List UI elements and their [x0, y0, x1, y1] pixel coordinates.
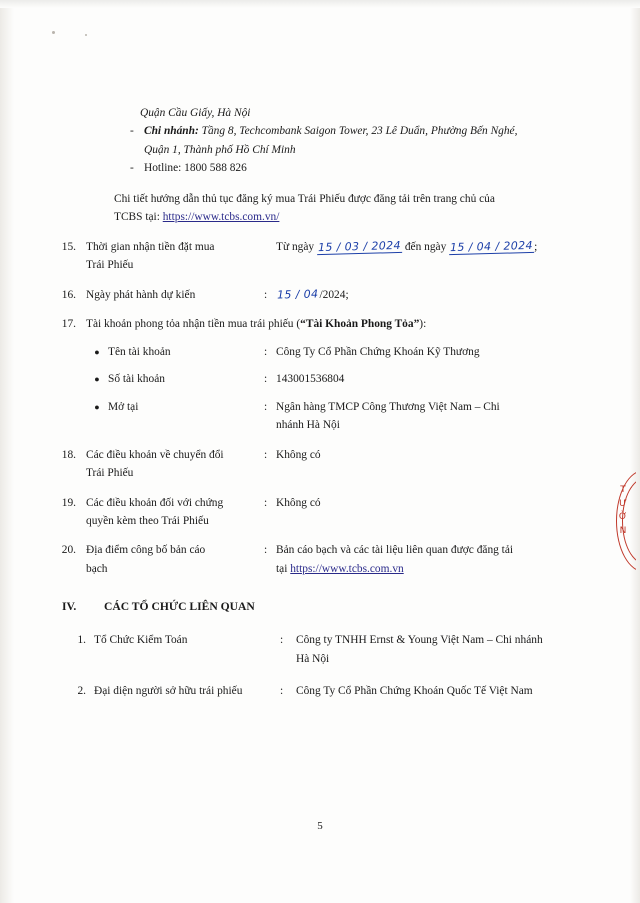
scan-edge-top: [0, 0, 640, 8]
sub-item-1-number: 1.: [77, 634, 86, 647]
item-19-colon: :: [264, 496, 268, 509]
intro-line-1: Chi tiết hướng dẫn thủ tục đăng ký mua Trái Phiếu được đăng tải trên trang chủ của: [114, 192, 495, 205]
item-15-label-line-2: Trái Phiếu: [86, 259, 134, 272]
account-number-label: Số tài khoản: [108, 373, 165, 386]
address-line: Quận Cầu Giấy, Hà Nội: [140, 107, 251, 119]
branch-label: Chi nhánh:: [144, 125, 199, 138]
account-name-row: [86, 343, 592, 361]
branch-address-line-1: Tầng 8, Techcombank Saigon Tower, 23 Lê Duẩn, Phường Bến Nghé,: [198, 125, 518, 138]
hotline-text: Hotline: 1800 588 826: [144, 162, 247, 175]
seal-letter: Ờ: [618, 512, 628, 522]
item-18: [52, 446, 592, 483]
item-17-prefix: Tài khoản phong tỏa nhận tiền mua trái phiếu (: [86, 318, 301, 331]
account-name-label: Tên tài khoản: [108, 345, 171, 358]
page-number: 5: [317, 820, 323, 832]
account-bank-label: Mở tại: [108, 400, 139, 413]
item-15-from-label: Từ ngày: [276, 240, 315, 253]
account-bank-colon: :: [264, 400, 268, 413]
item-19-label: [86, 494, 264, 531]
seal-letter: T: [620, 485, 626, 495]
item-20-value-line-2-prefix: tại: [276, 562, 291, 575]
prospectus-link[interactable]: https://www.tcbs.com.vn: [290, 562, 404, 575]
item-15-to-label: đến ngày: [404, 240, 447, 253]
item-17-suffix: ):: [419, 318, 427, 331]
item-19: [52, 494, 592, 531]
item-15-label: [86, 238, 264, 275]
item-15-value: [276, 238, 592, 275]
account-name-value: Công Ty Cổ Phần Chứng Khoán Kỹ Thương: [276, 345, 480, 358]
item-18-value: Không có: [276, 448, 321, 461]
tcbs-website-link[interactable]: https://www.tcbs.com.vn/: [162, 211, 280, 224]
sub-item-2: [66, 682, 592, 700]
dash-marker: -: [130, 162, 134, 175]
account-bank-value-line-2: nhánh Hà Nội: [276, 419, 340, 432]
item-16-colon: :: [264, 288, 268, 301]
item-20-label-line-2: bạch: [86, 562, 108, 575]
sub-item-2-label: Đại diện người sở hữu trái phiếu: [94, 685, 243, 698]
bullet-icon: ●: [94, 401, 100, 412]
item-18-label-line-1: Các điều khoản về chuyển đổi: [86, 448, 224, 461]
item-17-text: [86, 315, 592, 333]
intro-line-2: [114, 208, 592, 226]
branch-text: [144, 122, 592, 159]
item-15-suffix: ;: [534, 240, 538, 253]
item-16-number: 16.: [61, 288, 76, 301]
item-16-label: Ngày phát hành dự kiến: [86, 288, 196, 301]
branch-address-line-2: Quận 1, Thành phố Hồ Chí Minh: [144, 143, 296, 156]
item-15-colon: [264, 238, 276, 275]
scan-speck: [52, 31, 55, 34]
sub-item-2-number: 2.: [77, 685, 86, 698]
section-heading-iv: [56, 598, 592, 617]
intro-paragraph: [114, 190, 592, 227]
item-18-label: [86, 446, 264, 483]
item-18-label-line-2: Trái Phiếu: [86, 467, 134, 480]
handwritten-issue-date: 15 / 04: [276, 287, 319, 302]
bullet-icon: ●: [94, 346, 100, 357]
scan-edge-left: [0, 0, 14, 903]
account-bank-row: [86, 398, 592, 435]
sub-item-1-value-line-1: Công ty TNHH Ernst & Young Việt Nam – Chi nhánh: [296, 634, 543, 647]
item-17-number: 17.: [61, 318, 76, 331]
scan-edge-right: [630, 0, 640, 903]
account-bank-value: [276, 398, 592, 435]
account-name-colon: :: [264, 345, 268, 358]
account-bank-value-line-1: Ngân hàng TMCP Công Thương Việt Nam – Chi: [276, 400, 500, 413]
sub-item-1-value-line-2: Hà Nội: [296, 652, 330, 665]
item-20: [52, 541, 592, 578]
item-15-label-line-1: Thời gian nhận tiền đặt mua: [86, 240, 215, 253]
account-number-value: 143001536804: [276, 373, 345, 386]
red-seal-stamp: [610, 470, 636, 570]
sub-item-1-value: [296, 631, 592, 668]
handwritten-start-date: 15 / 03 / 2024: [317, 238, 402, 254]
item-16-suffix: /2024;: [319, 288, 349, 301]
account-number-row: [86, 370, 592, 388]
section-number: IV.: [62, 600, 77, 614]
item-17: [52, 315, 592, 333]
branch-entry: [130, 122, 592, 159]
sub-item-1-label: Tổ Chức Kiểm Toán: [94, 634, 188, 647]
item-19-value: Không có: [276, 496, 321, 509]
item-19-label-line-1: Các điều khoản đối với chứng: [86, 496, 224, 509]
item-16: [52, 286, 592, 304]
sub-item-1: [66, 631, 592, 668]
bullet-icon: ●: [94, 374, 100, 385]
item-20-number: 20.: [61, 544, 76, 557]
sub-item-1-colon: :: [280, 634, 284, 647]
sub-item-2-value: Công Ty Cổ Phần Chứng Khoán Quốc Tế Việt Nam: [296, 685, 533, 698]
seal-letter: Ư: [619, 498, 627, 509]
item-18-colon: :: [264, 448, 268, 461]
item-20-label: [86, 541, 264, 578]
seal-letter: N: [619, 525, 627, 536]
item-20-value: [276, 541, 592, 578]
item-20-value-line-1: Bản cáo bạch và các tài liệu liên quan được đăng tải: [276, 544, 514, 557]
item-15-number: 15.: [61, 240, 76, 253]
dash-marker: -: [130, 125, 134, 138]
item-20-colon: :: [264, 544, 268, 557]
item-18-number: 18.: [61, 448, 76, 461]
account-number-colon: :: [264, 373, 268, 386]
item-20-label-line-1: Địa điểm công bố bản cáo: [86, 544, 206, 557]
hotline-entry: [130, 159, 592, 177]
intro-line-2-prefix: TCBS tại:: [114, 211, 163, 224]
seal-letters: [613, 484, 633, 538]
sub-item-2-colon: :: [280, 685, 284, 698]
item-17-bold-term: “Tài Khoản Phong Tỏa”: [300, 318, 420, 331]
item-19-label-line-2: quyền kèm theo Trái Phiếu: [86, 514, 209, 527]
item-16-value: [276, 286, 592, 304]
handwritten-end-date: 15 / 04 / 2024: [449, 238, 534, 254]
item-19-number: 19.: [61, 496, 76, 509]
document-body: [52, 104, 592, 701]
scan-speck: [85, 34, 87, 36]
item-15: [52, 238, 592, 275]
section-title: CÁC TỔ CHỨC LIÊN QUAN: [104, 600, 255, 614]
